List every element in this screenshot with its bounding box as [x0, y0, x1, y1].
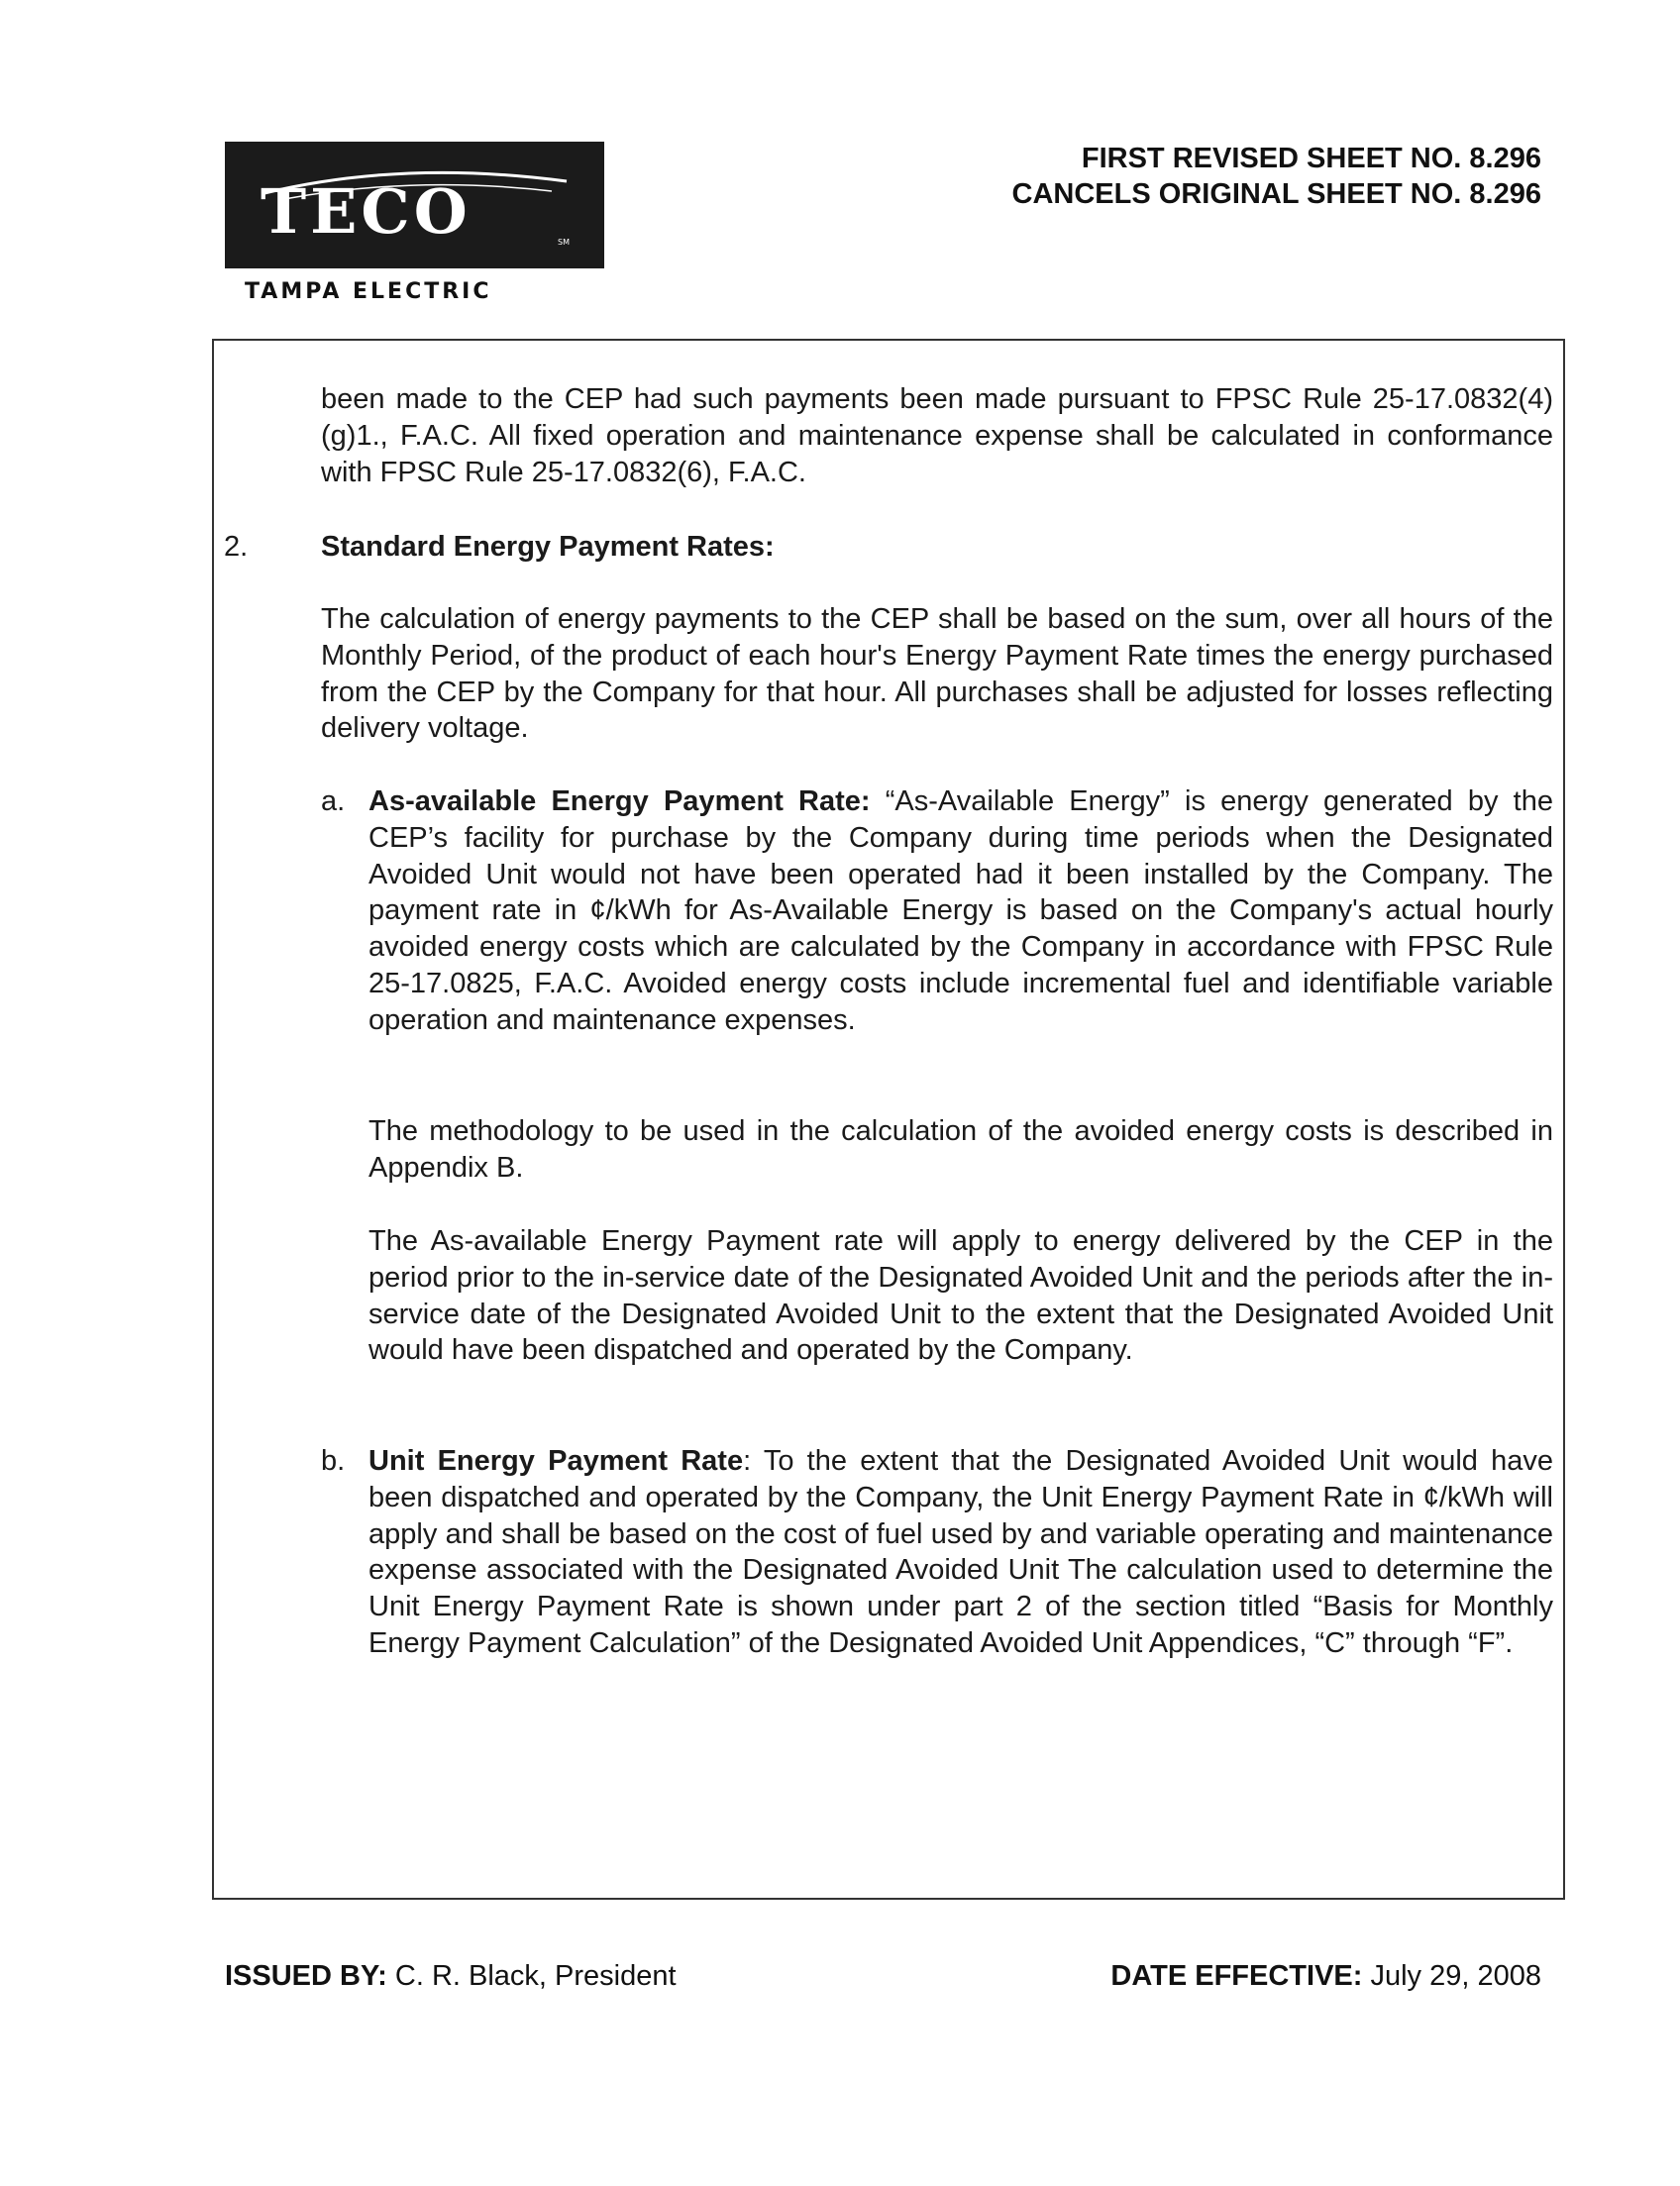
sheet-line-2: CANCELS ORIGINAL SHEET NO. 8.296 — [1011, 178, 1541, 210]
intro-paragraph: been made to the CEP had such payments been made pursuant to FPSC Rule 25-17.0832(4)(g)1., F.A.C. All fixed operation and maintenance expense shall be calculated in conformance with FPSC Rule 25-17.0832(6), F.A.C. — [321, 383, 1553, 488]
item-a-methodology: The methodology to be used in the calculation of the avoided energy costs is described in Appendix B. — [368, 1115, 1553, 1184]
issued-by-label: ISSUED BY: — [225, 1960, 387, 1992]
section-number: 2. — [224, 531, 249, 563]
section-paragraph: The calculation of energy payments to the CEP shall be based on the sum, over all hours of the Monthly Period, of the product of each hour's Energy Payment Rate times the energy purchased from the CEP by the Company for that hour. All purchases shall be adjusted for losses reflecting delivery voltage. — [321, 603, 1553, 745]
item-b-title: Unit Energy Payment Rate — [368, 1445, 744, 1477]
item-b-text: : To the extent that the Designated Avoided Unit would have been dispatched and operated by the Company, the Unit Energy Payment Rate in ¢/kWh will apply and shall be based on the cost of fuel used by and variable operating and maintenance expense associated with the Designated Avoided Unit The calculation used to determine the Unit Energy Payment Rate is shown under part 2 of the section titled “Basis for Monthly Energy Payment Calculation” of the Designated Avoided Unit Appendices, “C” through “F”. — [368, 1445, 1553, 1659]
logo-sm-mark: SM — [558, 238, 570, 247]
company-name: TAMPA ELECTRIC — [245, 279, 492, 304]
date-effective-label: DATE EFFECTIVE: — [1110, 1960, 1363, 1992]
issued-by-value: C. R. Black, President — [386, 1960, 677, 1992]
date-effective-value: July 29, 2008 — [1362, 1960, 1541, 1992]
issued-by — [225, 1958, 677, 1994]
item-a-application: The As-available Energy Payment rate will apply to energy delivered by the CEP in the period prior to the in-service date of the Designated Avoided Unit and the periods after the in-service date of the Designated Avoided Unit to the extent that the Designated Avoided Unit would have been dispatched and operated by the Company. — [368, 1225, 1553, 1367]
logo-wordmark: TECO — [261, 175, 472, 248]
item-a-title: As-available Energy Payment Rate: — [368, 785, 871, 817]
item-b-letter: b. — [321, 1445, 346, 1477]
section-heading: Standard Energy Payment Rates: — [321, 531, 775, 563]
item-a-paragraph — [368, 783, 1553, 1039]
sheet-line-1: FIRST REVISED SHEET NO. 8.296 — [1081, 143, 1541, 174]
date-effective — [1110, 1958, 1541, 1994]
item-a-text: “As-Available Energy” is energy generated by the CEP’s facility for purchase by the Company during time periods when the Designated Avoided Unit would not have been operated had it been installed by the Company. The payment rate in ¢/kWh for As-Available Energy is based on the Company's actual hourly avoided energy costs which are calculated by the Company in accordance with FPSC Rule 25-17.0825, F.A.C. Avoided energy costs include incremental fuel and identifiable variable operation and maintenance expenses. — [368, 785, 1553, 1036]
item-b-paragraph — [368, 1443, 1553, 1662]
item-a-letter: a. — [321, 785, 346, 817]
teco-logo — [225, 142, 604, 268]
sheet-number-block — [1012, 141, 1541, 212]
